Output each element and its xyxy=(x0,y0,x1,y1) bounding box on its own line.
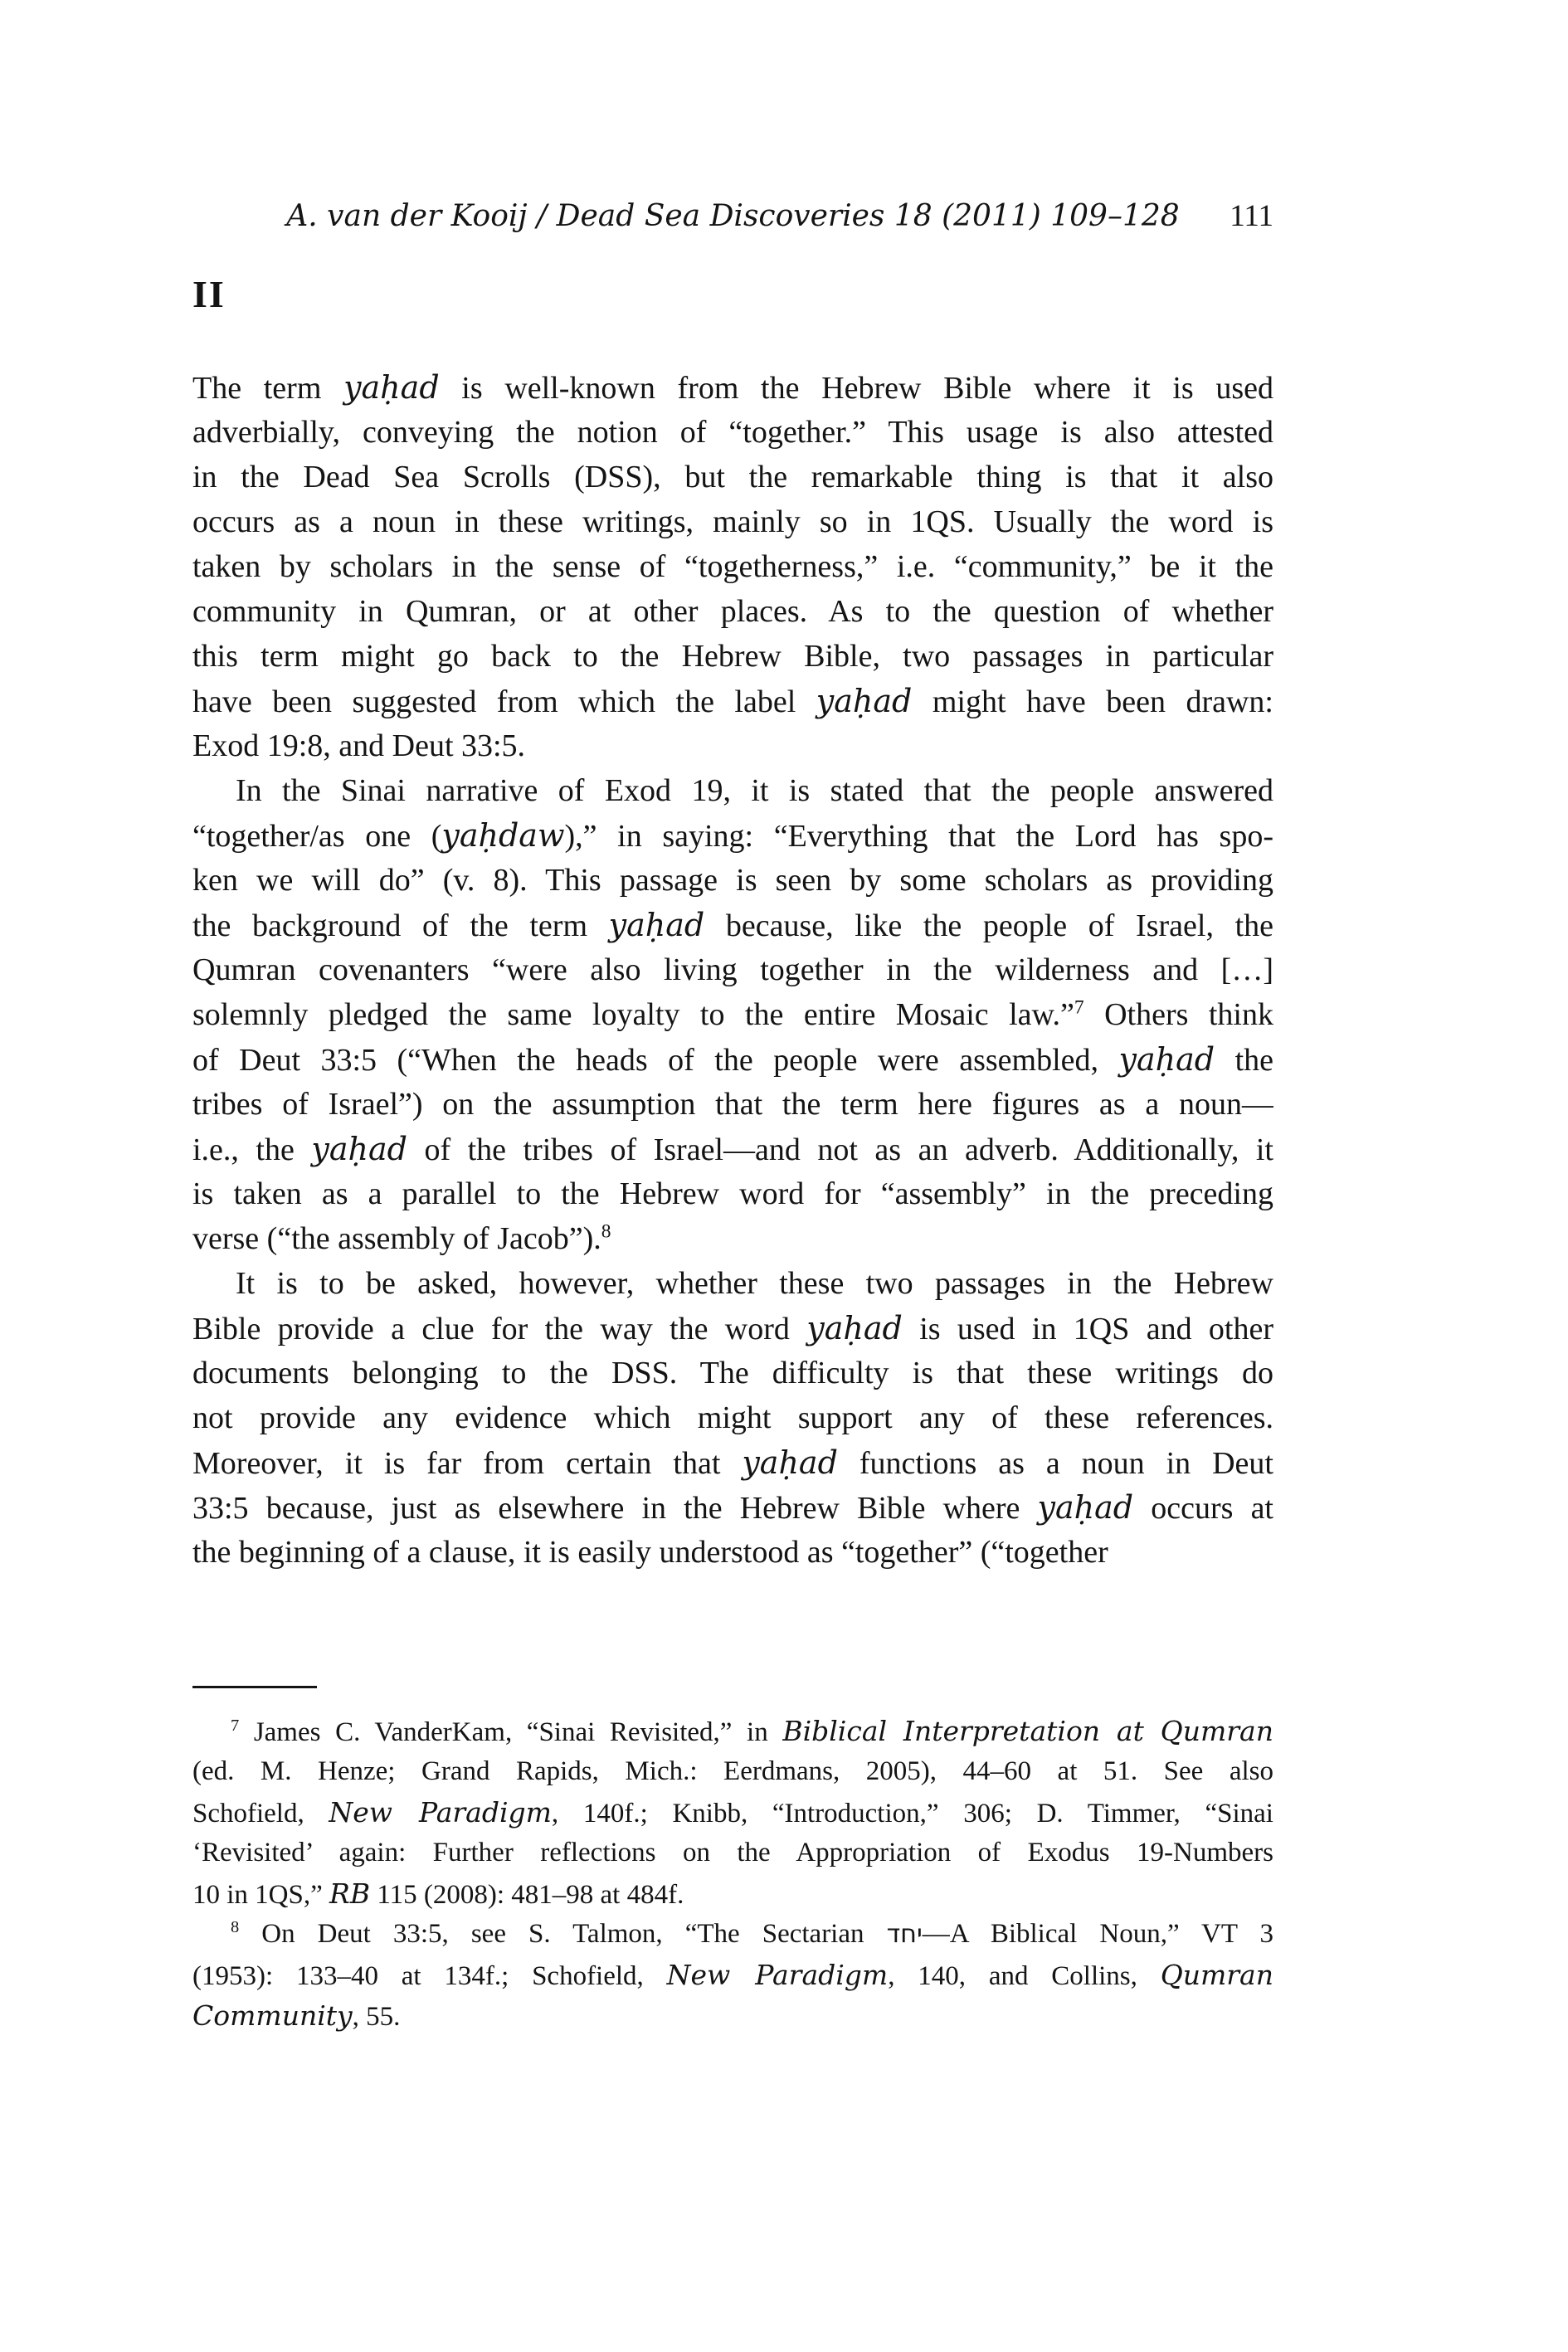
text-run: solemnly pledged the same loyalty to the entire Mosaic law.” xyxy=(192,997,1074,1032)
body-line xyxy=(192,768,1273,813)
body-line xyxy=(192,1440,1273,1485)
text-run: Bible provide a clue for the way the word xyxy=(192,1312,807,1346)
text-run: is used in 1QS and other xyxy=(902,1312,1273,1346)
italic-text: yaḥad xyxy=(343,369,440,406)
text-run: taken by scholars in the sense of “togetherness,” i.e. “community,” be it the xyxy=(192,549,1273,584)
text-run: , 140f.; Knibb, “Introduction,” 306; D. Timmer, “Sinai xyxy=(551,1799,1273,1829)
italic-text: RB xyxy=(329,1877,371,1910)
text-run: ken we will do” (v. 8). This passage is seen by some scholars as providing xyxy=(192,863,1273,898)
footnote-marker: 8 xyxy=(231,1918,240,1936)
page-number: 111 xyxy=(1230,199,1273,233)
body-line xyxy=(192,1082,1273,1127)
text-run: Schofield, xyxy=(192,1799,329,1829)
paragraph xyxy=(192,365,1273,768)
text-run: Moreover, it is far from certain that xyxy=(192,1446,743,1481)
body-line xyxy=(192,1037,1273,1082)
text-run: ‘Revisited’ again: Further reflections on the Appropriation of Exodus 19-Numbers xyxy=(192,1838,1273,1867)
body-line xyxy=(192,1351,1273,1395)
text-run: 10 in 1QS,” xyxy=(192,1880,329,1910)
italic-text: Community xyxy=(192,1999,353,2032)
italic-text: yaḥdaw xyxy=(441,817,565,854)
body-line xyxy=(192,544,1273,589)
paragraph xyxy=(192,1261,1273,1575)
text-run: , 55. xyxy=(352,2002,401,2032)
text-run: of Deut 33:5 (“When the heads of the people were assembled, xyxy=(192,1043,1119,1078)
footnote-line xyxy=(192,1914,1273,1955)
footnote-line xyxy=(192,1711,1273,1751)
text-run: verse (“the assembly of Jacob”). xyxy=(192,1221,601,1256)
text-run: adverbially, conveying the notion of “together.” This usage is also attested xyxy=(192,415,1273,450)
running-header xyxy=(192,197,1273,239)
text-run: occurs as a noun in these writings, mainly so in 1QS. Usually the word is xyxy=(192,504,1273,539)
italic-text: Qumran xyxy=(1160,1959,1273,1991)
footnote-line xyxy=(192,1792,1273,1833)
text-run: On Deut 33:5, see S. Talmon, “The Sectarian xyxy=(239,1919,887,1949)
footnote-line xyxy=(192,1751,1273,1792)
paragraph xyxy=(192,768,1273,1261)
text-run: community in Qumran, or at other places. As to the question of whether xyxy=(192,594,1273,629)
body-line xyxy=(192,992,1273,1037)
body-line xyxy=(192,947,1273,992)
footnote-line xyxy=(192,1833,1273,1873)
italic-text: yaḥad xyxy=(816,683,913,719)
footnote-separator-rule xyxy=(192,1686,317,1688)
text-run: the xyxy=(1215,1043,1273,1078)
text-run: “together/as one ( xyxy=(192,819,442,854)
body-line xyxy=(192,903,1273,947)
body-line xyxy=(192,679,1273,723)
body-line xyxy=(192,499,1273,544)
footnote-marker: 8 xyxy=(601,1220,611,1243)
text-run: is well-known from the Hebrew Bible where it is used xyxy=(439,371,1273,406)
text-run: functions as a noun in Deut xyxy=(837,1446,1273,1481)
text-run: might have been drawn: xyxy=(912,684,1273,719)
text-run: because, like the people of Israel, the xyxy=(704,908,1273,943)
footnote-marker: 7 xyxy=(231,1717,240,1735)
text-run: of the tribes of Israel—and not as an adverb. Additionally, it xyxy=(407,1132,1273,1167)
body-text xyxy=(192,365,1273,1575)
footnote-line xyxy=(192,1995,1273,2036)
body-line xyxy=(192,1485,1273,1530)
body-line xyxy=(192,1216,1273,1261)
body-line xyxy=(192,634,1273,679)
text-run: , 140, and Collins, xyxy=(888,1961,1161,1991)
text-run: is taken as a parallel to the Hebrew word for “assembly” in the preceding xyxy=(192,1176,1273,1211)
italic-text: New Paradigm xyxy=(329,1796,552,1829)
footnotes xyxy=(192,1711,1273,2036)
italic-text: New Paradigm xyxy=(666,1959,889,1991)
body-line xyxy=(192,1530,1273,1575)
text-run: James C. VanderKam, “Sinai Revisited,” in xyxy=(239,1717,783,1747)
italic-text: Biblical Interpretation at Qumran xyxy=(782,1715,1273,1747)
text-run: Others think xyxy=(1083,997,1273,1032)
italic-text: yaḥad xyxy=(1118,1041,1215,1078)
text-run: —A Biblical Noun,” VT 3 xyxy=(922,1919,1273,1949)
text-run: the background of the term xyxy=(192,908,609,943)
text-run: In the Sinai narrative of Exod 19, it is stated that the people answered xyxy=(236,773,1273,808)
body-line xyxy=(192,365,1273,410)
text-run: ),” in saying: “Everything that the Lord has spo- xyxy=(564,819,1273,854)
body-line xyxy=(192,589,1273,634)
body-line xyxy=(192,1261,1273,1306)
text-run: in the Dead Sea Scrolls (DSS), but the remarkable thing is that it also xyxy=(192,460,1273,494)
body-line xyxy=(192,1127,1273,1171)
footnote-item xyxy=(192,1914,1273,2036)
italic-text: yaḥad xyxy=(806,1310,903,1346)
italic-text: yaḥad xyxy=(742,1444,838,1481)
body-line xyxy=(192,1171,1273,1216)
italic-text: yaḥad xyxy=(608,907,705,943)
text-run: not provide any evidence which might support any of these references. xyxy=(192,1400,1273,1435)
footnote-marker: 7 xyxy=(1074,996,1084,1019)
text-run: tribes of Israel”) on the assumption that the term here figures as a noun— xyxy=(192,1087,1273,1122)
text-run: The term xyxy=(192,371,344,406)
running-title: A. van der Kooij / Dead Sea Discoveries 18 (2011) 109–128 xyxy=(286,199,1180,233)
text-run: Qumran covenanters “were also living together in the wilderness and […] xyxy=(192,952,1273,987)
text-run: the beginning of a clause, it is easily understood as “together” (“together xyxy=(192,1535,1108,1570)
text-run: It is to be asked, however, whether these two passages in the Hebrew xyxy=(236,1266,1273,1301)
italic-text: yaḥad xyxy=(1037,1489,1134,1526)
footnote-line xyxy=(192,1873,1273,1914)
body-line xyxy=(192,858,1273,903)
footnote-line xyxy=(192,1955,1273,1995)
text-run: this term might go back to the Hebrew Bible, two passages in particular xyxy=(192,639,1273,674)
text-run: occurs at xyxy=(1133,1491,1273,1526)
hebrew-word: יחד xyxy=(886,1920,923,1949)
section-heading: II xyxy=(192,273,226,315)
body-line xyxy=(192,813,1273,858)
body-line xyxy=(192,455,1273,499)
text-run: 115 (2008): 481–98 at 484f. xyxy=(370,1880,684,1910)
body-line xyxy=(192,1306,1273,1351)
text-run: (1953): 133–40 at 134f.; Schofield, xyxy=(192,1961,667,1991)
body-line xyxy=(192,410,1273,455)
footnote-item xyxy=(192,1711,1273,1914)
text-run: 33:5 because, just as elsewhere in the Hebrew Bible where xyxy=(192,1491,1038,1526)
italic-text: yaḥad xyxy=(311,1131,407,1167)
body-line xyxy=(192,723,1273,768)
text-run: have been suggested from which the label xyxy=(192,684,816,719)
text-run: Exod 19:8, and Deut 33:5. xyxy=(192,728,526,763)
body-line xyxy=(192,1395,1273,1440)
text-run: i.e., the xyxy=(192,1132,312,1167)
text-run: (ed. M. Henze; Grand Rapids, Mich.: Eerdmans, 2005), 44–60 at 51. See also xyxy=(192,1756,1273,1786)
text-run: documents belonging to the DSS. The difficulty is that these writings do xyxy=(192,1356,1273,1390)
